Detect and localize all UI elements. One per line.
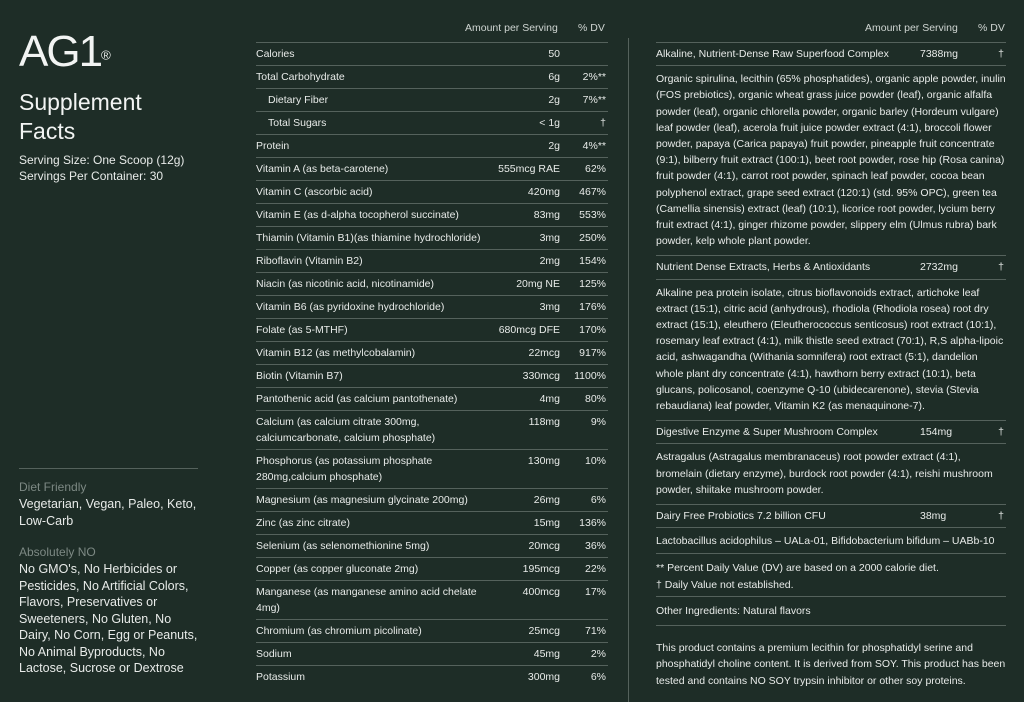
nutrient-row	[256, 295, 608, 318]
nutrient-row	[256, 203, 608, 226]
nutrient-row	[256, 42, 608, 65]
page-title: Supplement Facts	[19, 89, 142, 144]
nutrient-amount: 2g	[548, 94, 560, 106]
nutrient-amount: 20mcg	[528, 540, 560, 552]
nutrient-amount: 15mg	[533, 517, 560, 529]
nutrient-dv: 2%	[590, 648, 606, 660]
nutrient-name: Calcium (as calcium citrate 300mg, calciumcarbonate, calcium phosphate)	[256, 416, 436, 444]
diet-friendly-heading: Diet Friendly	[19, 480, 87, 494]
nutrient-name: Vitamin E (as d-alpha tocopherol succinate)	[256, 209, 459, 221]
blend-ingredients: Organic spirulina, lecithin (65% phosphatides), organic apple powder, inulin (FOS prebiotics), organic wheat grass juice powder (leaf), organic alfalfa powder (leaf), organic chlorella powder, organic barley (Hordeum vulgare) leaf powder (leaf), acerola fruit juice powder extract (4:1), broccoli flower powder, papaya (Carica papaya) fruit powder, pineapple fruit concentrate (9:1), bilberry fruit extract (100:1), beet root powder, rose hip (Rosa canina) fruit powder (4:1), carrot root powder, spinach leaf powder, cocoa bean polyphenol extract, grape seed extract (120:1) (std. 95% OPC), green tea (Camellia sinensis) extract (leaf) (10:1), licorice root powder, lycium berry fruit extract (4:1), ginger rhizome powder, slippery elm (Ulmus rubra) bark powder, kelp whole plant powder.	[656, 65, 1006, 255]
nutrient-row	[256, 665, 608, 688]
nutrient-row	[256, 226, 608, 249]
nutrient-amount: 50	[548, 48, 560, 60]
nutrient-name: Phosphorus (as potassium phosphate 280mg,calcium phosphate)	[256, 455, 433, 483]
nutrient-row	[256, 364, 608, 387]
nutrient-dv: †	[600, 117, 606, 129]
nutrient-name: Thiamin (Vitamin B1)(as thiamine hydrochloride)	[256, 232, 481, 244]
nutrient-name: Copper (as copper gluconate 2mg)	[256, 563, 419, 575]
brand-logo	[19, 27, 111, 76]
nutrient-row	[256, 180, 608, 203]
nutrient-name: Vitamin B6 (as pyridoxine hydrochloride)	[256, 301, 445, 313]
nutrient-dv: 125%	[579, 278, 606, 290]
footnote-percent-dv: ** Percent Daily Value (DV) are based on a 2000 calorie diet.	[656, 562, 939, 575]
nutrient-name: Niacin (as nicotinic acid, nicotinamide)	[256, 278, 434, 290]
nutrient-amount: 2mg	[539, 255, 560, 267]
nutrient-table	[256, 42, 608, 688]
nutrient-amount: 400mcg	[522, 586, 560, 598]
nutrient-amount: 555mcg RAE	[498, 163, 560, 175]
nutrient-dv: 1100%	[574, 370, 606, 382]
nutrient-name: Manganese (as manganese amino acid chelate 4mg)	[256, 586, 477, 614]
nutrient-amount: 420mg	[527, 186, 560, 198]
nutrient-amount: 3mg	[539, 301, 560, 313]
nutrient-row	[256, 88, 608, 111]
nutrient-row	[256, 557, 608, 580]
blend-dv: †	[998, 426, 1004, 439]
nutrient-amount: 26mg	[533, 494, 560, 506]
nutrient-name: Protein	[256, 140, 290, 152]
nutrient-name: Vitamin C (ascorbic acid)	[256, 186, 373, 198]
blend-ingredients: Alkaline pea protein isolate, citrus bioflavonoids extract, artichoke leaf extract (15:1), citric acid (anhydrous), rhodiola (Rhodiola rosea) root dry extract (15:1), eleuthero (Eleutherococcus senticosus) root extract (10:1), rosemary leaf extract (4:1), milk thistle seed extract (70:1), R,S alpha-lipoic acid, ashwagandha (Withania somnifera) root extract (5:1), dandelion whole plant dry concentrate (4:1), hawthorn berry extract (10:1), beta glucans, policosanol, coenzyme Q-10 (ubidecarenone), stevia (Stevia rebaudiana) leaf powder, Vitamin K2 (as menaquinone-7).	[656, 279, 1006, 421]
footnotes	[656, 553, 1006, 595]
nutrient-row	[256, 410, 608, 449]
serving-size: Serving Size: One Scoop (12g)	[19, 153, 185, 167]
left-divider	[19, 468, 198, 469]
nutrient-name: Folate (as 5-MTHF)	[256, 324, 348, 336]
nutrient-name: Calories	[256, 48, 295, 60]
nutrient-dv: 7%**	[582, 94, 606, 106]
serving-info	[19, 152, 184, 184]
nutrient-dv: 553%	[579, 209, 606, 221]
blend-amount: 2732mg	[920, 261, 958, 274]
nutrient-row	[256, 272, 608, 295]
nutrient-amount: 6g	[548, 71, 560, 83]
blend-ingredients: Lactobacillus acidophilus – UALa-01, Bifidobacterium bifidum – UABb-10	[656, 527, 1006, 553]
nutrient-row	[256, 642, 608, 665]
blend-header-row	[656, 42, 1006, 65]
nutrient-dv: 22%	[584, 563, 606, 575]
nutrient-name: Magnesium (as magnesium glycinate 200mg)	[256, 494, 468, 506]
nutrient-row	[256, 619, 608, 642]
absolutely-no-heading: Absolutely NO	[19, 545, 96, 559]
nutrient-dv: 6%	[590, 671, 606, 683]
nutrient-amount: 118mg	[528, 416, 560, 428]
other-ingredients-section	[656, 596, 1006, 625]
column-divider	[628, 38, 629, 702]
nutrient-amount: 25mcg	[528, 625, 560, 637]
logo-text: AG1	[19, 27, 102, 76]
nutrient-amount: 22mcg	[528, 347, 560, 359]
nutrient-row	[256, 387, 608, 410]
blend-dv: †	[998, 261, 1004, 274]
nutrient-row	[256, 65, 608, 88]
servings-per-container: Servings Per Container: 30	[19, 169, 164, 183]
nutrient-name: Riboflavin (Vitamin B2)	[256, 255, 363, 267]
nutrient-amount: 195mcg	[522, 563, 560, 575]
registered-mark: ®	[101, 47, 111, 63]
nutrient-amount: 4mg	[539, 393, 560, 405]
blend-name: Nutrient Dense Extracts, Herbs & Antioxidants	[656, 261, 871, 274]
soy-statement-section	[656, 625, 1006, 692]
nutrient-name: Pantothenic acid (as calcium pantothenate)	[256, 393, 458, 405]
nutrient-dv: 136%	[579, 517, 606, 529]
footnote-dagger: † Daily Value not established.	[656, 578, 794, 591]
nutrient-amount: 680mcg DFE	[498, 324, 560, 336]
nutrient-row	[256, 157, 608, 180]
blend-header-row	[656, 255, 1006, 278]
nutrient-dv: 6%	[590, 494, 606, 506]
nutrient-dv: 36%	[584, 540, 606, 552]
nutrient-name: Sodium	[256, 648, 292, 660]
nutrient-name: Total Carbohydrate	[256, 71, 345, 83]
nutrient-dv: 176%	[579, 301, 606, 313]
blend-name: Alkaline, Nutrient-Dense Raw Superfood Complex	[656, 48, 889, 60]
nutrient-name: Chromium (as chromium picolinate)	[256, 625, 422, 637]
blend-amount-column-header: Amount per Serving	[865, 22, 958, 34]
nutrient-dv: 154%	[579, 255, 606, 267]
nutrient-row	[256, 111, 608, 134]
nutrient-dv: 170%	[579, 324, 606, 336]
nutrient-name: Dietary Fiber	[268, 94, 329, 106]
nutrient-row	[256, 318, 608, 341]
diet-friendly-text: Vegetarian, Vegan, Paleo, Keto, Low-Carb	[19, 497, 197, 528]
nutrient-dv: 4%**	[582, 140, 606, 152]
absolutely-no-text: No GMO's, No Herbicides or Pesticides, No Artificial Colors, Flavors, Preservatives or Sweeteners, No Gluten, No Dairy, No Corn, Egg or Peanuts, No Animal Byproducts, No Lactose, Sucrose or Dextrose	[19, 562, 198, 675]
nutrient-row	[256, 249, 608, 272]
nutrient-dv: 250%	[579, 232, 606, 244]
nutrient-dv: 80%	[584, 393, 606, 405]
nutrient-dv: 917%	[579, 347, 606, 359]
blend-dv-column-header: % DV	[978, 22, 1005, 34]
nutrient-dv: 62%	[584, 163, 606, 175]
nutrient-row	[256, 449, 608, 488]
nutrient-row	[256, 580, 608, 619]
amount-column-header: Amount per Serving	[465, 22, 558, 34]
nutrient-row	[256, 511, 608, 534]
nutrient-name: Vitamin B12 (as methylcobalamin)	[256, 347, 416, 359]
nutrient-row	[256, 534, 608, 557]
nutrient-name: Biotin (Vitamin B7)	[256, 370, 343, 382]
nutrient-name: Vitamin A (as beta-carotene)	[256, 163, 389, 175]
blend-ingredients: Astragalus (Astragalus membranaceus) root powder extract (4:1), bromelain (dietary enzyme), burdock root powder (4:1), reishi mushroom powder, shiitake mushroom powder.	[656, 443, 1006, 504]
blend-amount: 154mg	[920, 426, 953, 439]
blend-name: Dairy Free Probiotics 7.2 billion CFU	[656, 510, 826, 523]
nutrient-amount: 2g	[548, 140, 560, 152]
blend-column	[656, 42, 1006, 692]
nutrient-name: Zinc (as zinc citrate)	[256, 517, 350, 529]
nutrient-dv: 17%	[584, 586, 606, 598]
nutrient-row	[256, 134, 608, 157]
nutrient-name: Potassium	[256, 671, 306, 683]
blend-header-row	[656, 420, 1006, 443]
dv-column-header: % DV	[578, 22, 605, 34]
nutrient-amount: < 1g	[539, 117, 560, 129]
blend-amount: 7388mg	[920, 48, 958, 60]
nutrient-amount: 83mg	[533, 209, 560, 221]
nutrient-dv: 71%	[584, 625, 606, 637]
blend-dv: †	[998, 510, 1004, 523]
blend-amount: 38mg	[920, 510, 947, 523]
nutrient-dv: 10%	[584, 455, 606, 467]
nutrient-dv: 9%	[590, 416, 606, 428]
nutrient-name: Selenium (as selenomethionine 5mg)	[256, 540, 430, 552]
nutrient-amount: 3mg	[539, 232, 560, 244]
nutrient-dv: 467%	[579, 186, 606, 198]
nutrient-amount: 300mg	[527, 671, 560, 683]
soy-statement: This product contains a premium lecithin for phosphatidyl serine and phosphatidyl choline content. It is derived from SOY. This product has been tested and contains NO SOY trypsin inhibitor or other soy proteins.	[656, 642, 1006, 687]
nutrient-row	[256, 488, 608, 511]
other-ingredients: Other Ingredients: Natural flavors	[656, 604, 811, 617]
nutrient-name: Total Sugars	[268, 117, 327, 129]
nutrient-dv: 2%**	[582, 71, 606, 83]
blend-dv: †	[998, 48, 1004, 60]
nutrient-amount: 330mcg	[522, 370, 560, 382]
nutrient-amount: 45mg	[533, 648, 560, 660]
nutrient-row	[256, 341, 608, 364]
blend-name: Digestive Enzyme & Super Mushroom Complex	[656, 426, 878, 439]
blend-header-row	[656, 504, 1006, 527]
nutrient-amount: 130mg	[527, 455, 560, 467]
nutrient-amount: 20mg NE	[516, 278, 560, 290]
